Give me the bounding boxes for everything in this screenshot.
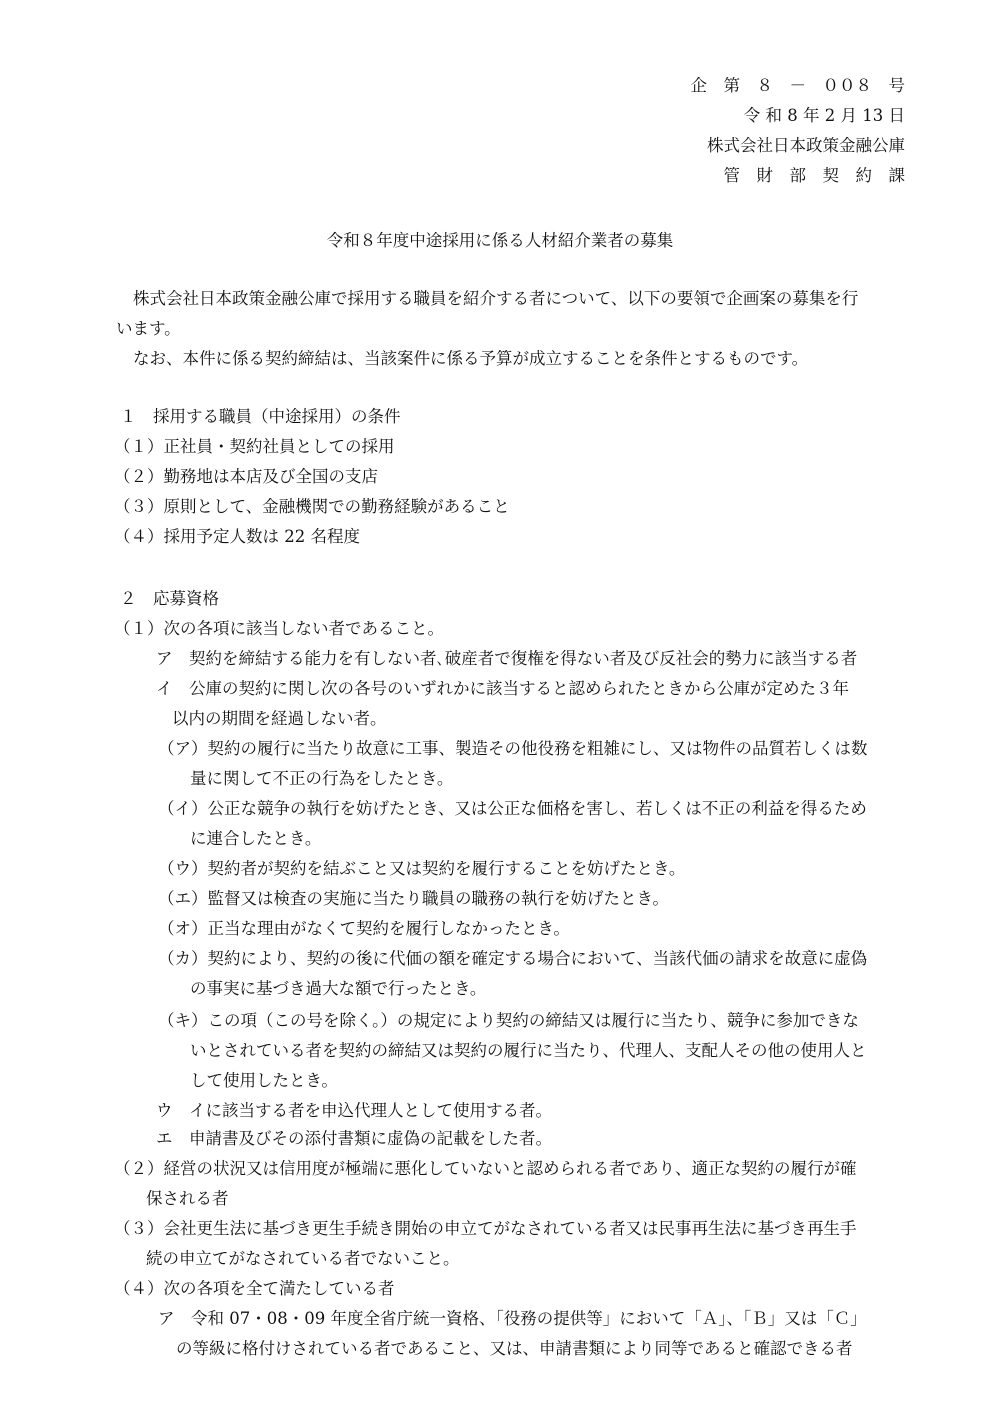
list-item: ア 契約を締結する能力を有しない者､破産者で復権を得ない者及び反社会的勢力に該当する者	[156, 649, 858, 668]
list-item: 保される者	[146, 1189, 229, 1208]
list-item: （１）次の各項に該当しない者であること。	[114, 619, 444, 638]
list-item: （３）原則として、金融機関での勤務経験があること	[114, 497, 510, 516]
list-item: （２）勤務地は本店及び全国の支店	[114, 467, 378, 486]
list-item: して使用したとき。	[190, 1071, 338, 1090]
list-item: （カ）契約により、契約の後に代価の額を確定する場合において、当該代価の請求を故意に虚偽	[158, 949, 868, 968]
issuer-org: 株式会社日本政策金融公庫	[707, 136, 905, 155]
list-item: 量に関して不正の行為をしたとき。	[190, 769, 454, 788]
list-item: （４）採用予定人数は 22 名程度	[114, 527, 360, 546]
issuer-dept: 管 財 部 契 約 課	[723, 166, 905, 185]
list-item: イ 公庫の契約に関し次の各号のいずれかに該当すると認められたときから公庫が定めた３年	[156, 679, 849, 698]
list-item: の等級に格付けされている者であること、又は、申請書類により同等であると確認できる者	[176, 1339, 853, 1358]
intro-line: 株式会社日本政策金融公庫で採用する職員を紹介する者について、以下の要領で企画案の募集を行	[133, 289, 859, 308]
list-item: （２）経営の状況又は信用度が極端に悪化していないと認められる者であり、適正な契約の履行が確	[114, 1159, 857, 1178]
list-item: （ウ）契約者が契約を結ぶこと又は契約を履行することを妨げたとき。	[158, 859, 686, 878]
list-item: （イ）公正な競争の執行を妨げたとき、又は公正な価格を害し、若しくは不正の利益を得るため	[158, 799, 867, 818]
list-item: （３）会社更生法に基づき更生手続き開始の申立てがなされている者又は民事再生法に基づき再生手	[114, 1219, 857, 1238]
list-item: ウ イに該当する者を申込代理人として使用する者。	[156, 1101, 552, 1120]
intro-line: なお、本件に係る契約締結は、当該案件に係る予算が成立することを条件とするものです。	[133, 349, 809, 368]
list-item: （オ）正当な理由がなくて契約を履行しなかったとき。	[158, 919, 570, 938]
list-item: 以内の期間を経過しない者。	[172, 709, 387, 728]
list-item: に連合したとき。	[190, 829, 322, 848]
list-item: （ア）契約の履行に当たり故意に工事、製造その他役務を粗雑にし、又は物件の品質若しくは数	[158, 739, 868, 758]
list-item: いとされている者を契約の締結又は契約の履行に当たり、代理人、支配人その他の使用人と	[190, 1041, 867, 1060]
list-item: エ 申請書及びその添付書類に虚偽の記載をした者。	[156, 1129, 552, 1148]
list-item: ア 令和 07・08・09 年度全省庁統一資格、「役務の提供等」において「Ａ」、「Ｂ」又は「Ｃ」	[158, 1309, 867, 1328]
list-item: （４）次の各項を全て満たしている者	[114, 1279, 395, 1298]
intro-line: います。	[116, 319, 181, 338]
page-title: 令和８年度中途採用に係る人材紹介業者の募集	[326, 231, 674, 250]
list-item: 続の申立てがなされている者でないこと。	[146, 1249, 460, 1268]
list-item: （エ）監督又は検査の実施に当たり職員の職務の執行を妨げたとき。	[158, 889, 669, 908]
section-heading: ２ 応募資格	[120, 589, 219, 608]
issue-date: 令 和 8 年 2 月 13 日	[743, 106, 905, 125]
section-heading: １ 採用する職員（中途採用）の条件	[120, 407, 401, 426]
list-item: （キ）この項（この号を除く。）の規定により契約の締結又は履行に当たり、競争に参加できな	[158, 1011, 859, 1030]
list-item: の事実に基づき過大な額で行ったとき。	[190, 979, 487, 998]
list-item: （１）正社員・契約社員としての採用	[114, 437, 395, 456]
doc-number: 企 第 ８ － ００８ 号	[690, 76, 905, 95]
